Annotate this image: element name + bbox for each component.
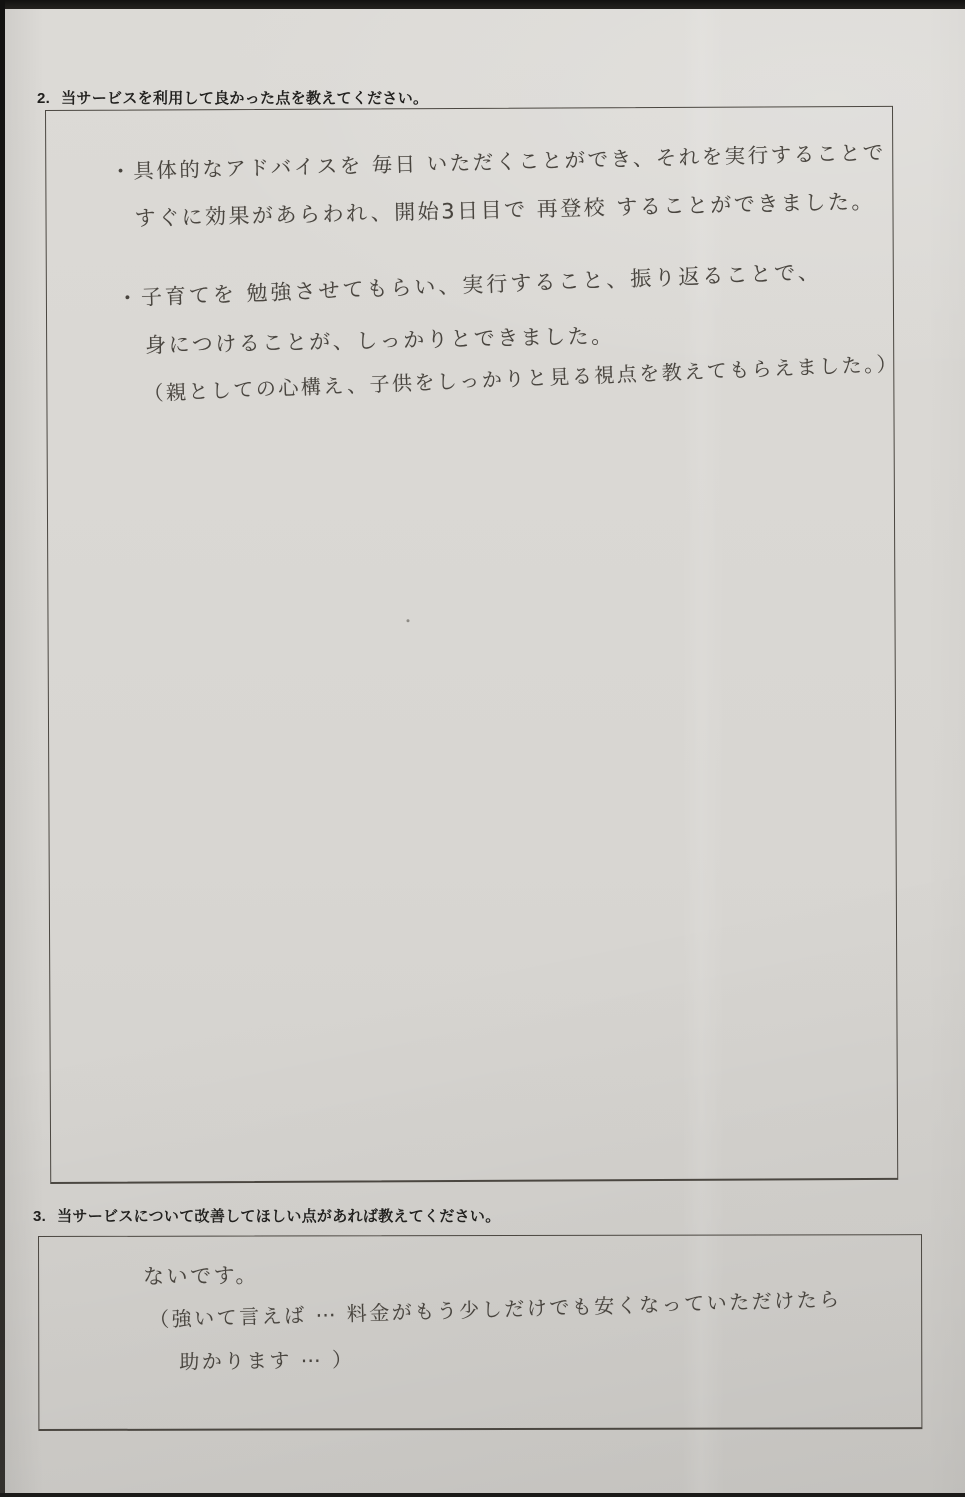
- handwritten-line-q3-line1: ないです。: [142, 1263, 260, 1289]
- question3-answer-box: [38, 1234, 922, 1431]
- question2-label: 当サービスを利用して良かった点を教えてください。: [61, 90, 429, 107]
- survey-paper-sheet: [5, 9, 965, 1493]
- photo-edge-bottom: [0, 1493, 965, 1497]
- handwritten-line-bullet2-line1: ・子育てを 勉強させてもらい、実行すること、振り返ることで、: [116, 259, 823, 311]
- question2-number: 2.: [37, 90, 51, 107]
- photo-edge-top: [0, 0, 965, 9]
- handwritten-line-bullet1-line1: ・具体的なアドバイスを 毎日 いただくことができ、それを実行することで: [110, 140, 887, 184]
- paper-speck: [406, 619, 409, 622]
- question3-heading: [33, 1205, 501, 1226]
- question2-answer-box: [45, 106, 898, 1184]
- handwritten-line-parenthetical-note: （親としての心構え、子供をしっかりと見る視点を教えてもらえました。）: [142, 351, 900, 406]
- question3-number: 3.: [33, 1208, 47, 1225]
- handwritten-line-bullet2-line2: 身につけることが、しっかりとできました。: [144, 323, 615, 358]
- handwritten-line-bullet1-line2: すぐに効果があらわれ、開始3日目で 再登校 することができました。: [134, 189, 876, 231]
- photo-edge-left: [0, 0, 5, 1497]
- question3-label: 当サービスについて改善してほしい点があれば教えてください。: [57, 1208, 501, 1225]
- handwritten-line-q3-line3: 助かります ⋯ ）: [179, 1347, 355, 1374]
- handwritten-line-q3-line2: （強いて言えば ⋯ 料金がもう少しだけでも安くなっていただけたら: [148, 1286, 842, 1332]
- question2-heading: [37, 87, 428, 108]
